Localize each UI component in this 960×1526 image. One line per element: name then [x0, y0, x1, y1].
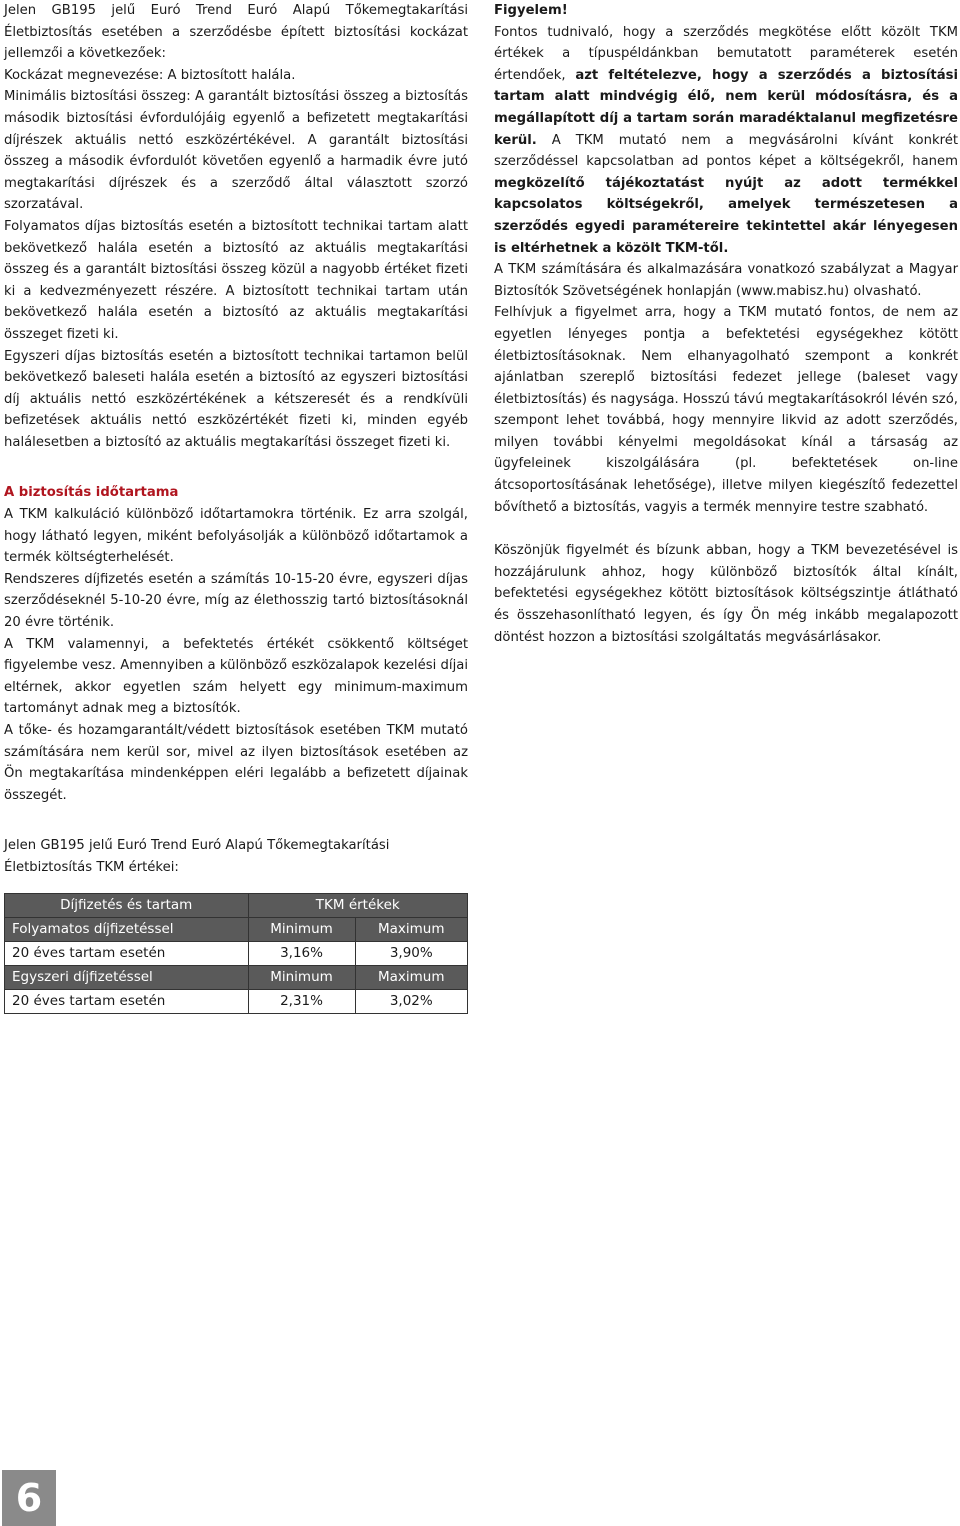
- table-row: [5, 941, 468, 965]
- table-cell: 3,16%: [248, 941, 355, 965]
- duration-paragraph-4: A tőke- és hozamgarantált/védett biztosítások esetében TKM mutató számítására nem kerül sor, mivel az ilyen biztosítások esetében az Ön megtakarítása mindenképpen eléri legalább a befizetett díjainak összegét.: [4, 723, 468, 803]
- table-title: Jelen GB195 jelű Euró Trend Euró Alapú Tőkemegtakarítási Életbiztosítás TKM értékei:: [4, 838, 390, 875]
- duration-paragraph-2: Rendszeres díjfizetés esetén a számítás 10-15-20 évre, egyszeri díjas szerződéseknél 5-10-20 évre, míg az élethosszig tartó biztosításoknál 20 évre történik.: [4, 571, 468, 631]
- risk-label: Kockázat megnevezése:: [4, 67, 164, 83]
- duration-paragraph-3: A TKM valamennyi, a befektetés értékét csökkentő költséget figyelembe vesz. Amennyiben a különböző eszközalapok kezelési díjai eltérnek, akkor egyetlen szám helyett egy minimum-maximum tartományt adnak meg a biztosítók.: [4, 636, 468, 717]
- table-header-row: [5, 893, 468, 917]
- min-sum-label: Minimális biztosítási összeg:: [4, 89, 191, 105]
- table-cell: Minimum: [248, 917, 355, 941]
- attention-heading: Figyelem!: [494, 3, 568, 18]
- table-cell: Folyamatos díjfizetéssel: [5, 917, 249, 941]
- table-header-cell: TKM értékek: [248, 893, 467, 917]
- table-row: [5, 989, 468, 1013]
- table-cell: 2,31%: [248, 989, 355, 1013]
- table-row: [5, 965, 468, 989]
- table-cell: 20 éves tartam esetén: [5, 989, 249, 1013]
- continuous-premium-paragraph: [4, 216, 468, 346]
- regulation-paragraph: A TKM számítására és alkalmazására vonatkozó szabályzat a Magyar Biztosítók Szövetségének honlapján (www.mabisz.hu) olvasható.: [494, 262, 958, 299]
- attention-text-a: Fontos tudnivaló, hogy a szerződés megkötése előtt közölt TKM értékek a típuspéldánkban bemutatott paraméterek esetén értendőek,: [494, 24, 958, 83]
- single-premium-label: Egyszeri díjas biztosítás esetén: [4, 348, 214, 364]
- attention-text-d: megközelítő tájékoztatást nyújt az adott termékkel kapcsolatos költségekről, amelyek természetesen a szerződés egyedi paramétereire tekintettel akár lényegesen is eltérhetnek a közölt TKM-től.: [494, 175, 958, 256]
- table-cell: 3,90%: [355, 941, 467, 965]
- risk-value: A biztosított halála.: [163, 67, 296, 83]
- continuous-premium-text: a biztosított technikai tartam alatt bekövetkező halála esetén a biztosító az aktuális megtakarítási összeg és a garantált biztosítási összeg közül a nagyobb értéket fizeti ki a kedvezményezett részére. A biztosított technikai tartam után bekövetkező halála esetén a biztosító az aktuális megtakarítási összeget fizeti ki.: [4, 218, 468, 342]
- attention-text-c: A TKM mutató nem a megvásárolni kívánt konkrét szerződéssel kapcsolatban ad pontos képet a költségekről, hanem: [494, 132, 958, 170]
- intro-paragraph: [4, 0, 468, 216]
- single-premium-paragraph: [4, 346, 468, 454]
- intro-text: Jelen GB195 jelű Euró Trend Euró Alapú Tőkemegtakarítási Életbiztosítás esetében a szerződésbe épített biztosítási kockázat jellemzői a következőek:: [4, 3, 468, 62]
- duration-paragraph-1: A TKM kalkuláció különböző időtartamokra történik. Ez arra szolgál, hogy látható legyen, miként befolyásolják a különböző időtartamok a termék költségterhelését.: [4, 507, 468, 566]
- tkm-table: [4, 893, 468, 1014]
- duration-heading: A biztosítás időtartama: [4, 485, 179, 501]
- attention-text-b: azt feltételezve, hogy a szerződés a biztosítási tartam alatt mindvégig élő, nem kerül módosításra, és a megállapított díj a tartam során maradéktalanul megfizetésre kerül.: [494, 67, 958, 148]
- table-cell: Maximum: [355, 917, 467, 941]
- thanks-paragraph: Köszönjük figyelmét és bízunk abban, hogy a TKM bevezetésével is hozzájárulunk ahhoz, hogy különböző biztosítók által kínált, befektetési egységekhez kötött biztosítások költségszintje átlátható és összehasonlítható legyen, és így Ön még inkább megalapozott döntést hozzon a biztosítási szolgáltatás megvásárlásakor.: [494, 543, 958, 645]
- continuous-premium-label: Folyamatos díjas biztosítás esetén: [4, 218, 234, 234]
- table-cell: Minimum: [248, 965, 355, 989]
- attention-paragraph: [494, 22, 958, 260]
- table-header-cell: Díjfizetés és tartam: [5, 893, 249, 917]
- single-premium-text: a biztosított technikai tartamon belül bekövetkező baleseti halála esetén a biztosító az egyszeri biztosítási díj aktuális nettó eszközértékének a kétszeresét és a rendkívüli befizetések aktuális nettó eszközértékét fizeti ki, minden egyéb halálesetben a biztosító az aktuális megtakarítási összeget fizeti ki.: [4, 348, 468, 450]
- table-cell: 3,02%: [355, 989, 467, 1013]
- right-column: [494, 0, 958, 648]
- table-cell: 20 éves tartam esetén: [5, 941, 249, 965]
- table-cell: Maximum: [355, 965, 467, 989]
- page-number: 6: [2, 1470, 56, 1526]
- table-cell: Egyszeri díjfizetéssel: [5, 965, 249, 989]
- min-sum-text: A garantált biztosítási összeg a biztosítás második biztosítási évfordulójáig egyenlő a befizetett megtakarítási díjrészek aktuális nettó eszközértékével. A garantált biztosítási összeg a második évfordulót követően egyenlő a harmadik évre jutó megtakarítási díjrészek és a szerződő által választott szorzó szorzatával.: [4, 89, 468, 213]
- notice-paragraph: Felhívjuk a figyelmet arra, hogy a TKM mutató fontos, de nem az egyetlen lényeges pontja a befektetési egységekhez kötött életbiztosításoknak. Nem elhanyagolható szempont a konkrét ajánlatban szereplő biztosítási fedezet jellege (baleset vagy életbiztosítás) és nagysága. Hosszú távú megtakarításokról lévén szó, szempont lehet továbbá, hogy mennyire likvid az adott szerződés, milyen további kényelmi megoldásokat kínál a társaság az ügyfeleinek kiszolgálására (pl. befektetések on-line átcsoportosításának lehetősége), illetve milyen kiegészítő fedezettel bővíthető a biztosítás, vagyis a termék mennyire testre szabható.: [494, 305, 958, 515]
- left-column: [4, 0, 468, 1014]
- table-row: [5, 917, 468, 941]
